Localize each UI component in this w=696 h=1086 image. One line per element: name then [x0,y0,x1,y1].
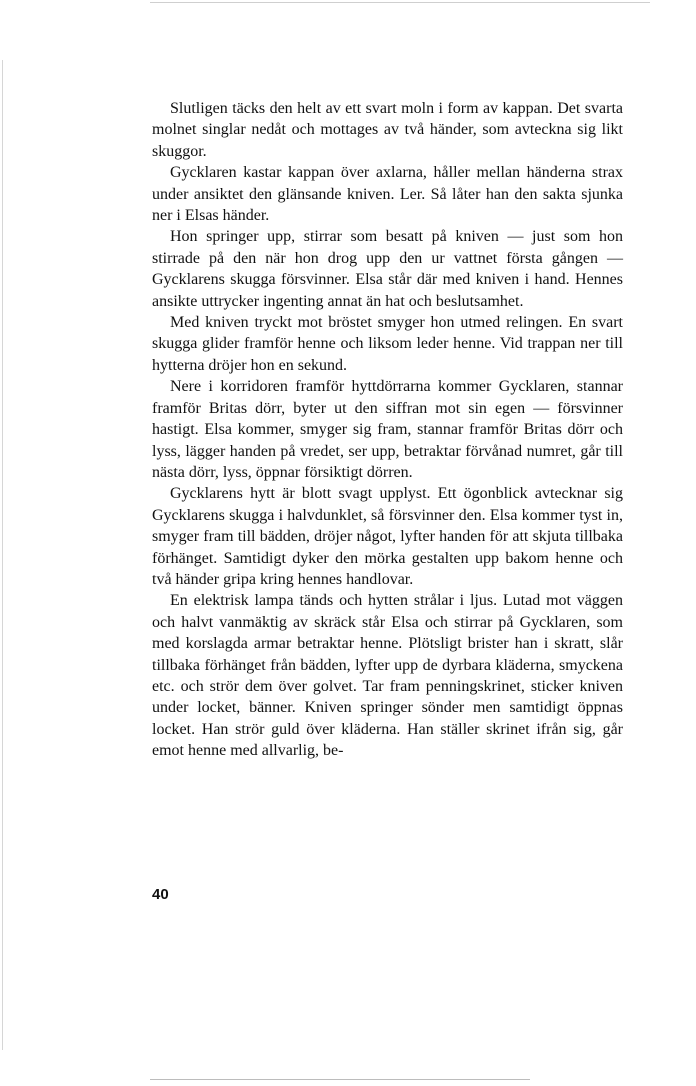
page-left-edge [2,60,3,1050]
paragraph-4: Med kniven tryckt mot bröstet smyger hon utmed relingen. En svart skugga glider framför henne och liksom leder henne. Vid trappan ner till hytterna dröjer hon en sekund. [152,314,623,374]
paragraph-3: Hon springer upp, stirrar som besatt på kniven — just som hon stirrade på den när hon drog upp den ur vattnet första gången — Gycklarens skugga försvinner. Elsa står där med kniven i hand. Hennes ansikte uttrycker ingenting annat än hat och beslutsamhet. [152,228,623,310]
page-number: 40 [152,886,169,903]
paragraph-6: Gycklarens hytt är blott svagt upplyst. Ett ögonblick avtecknar sig Gycklarens skugga i halvdunklet, så försvinner den. Elsa kommer tyst in, smyger fram till bädden, dröjer något, lyfter handen för att skjuta tillbaka förhänget. Samtidigt dyker den mörka gestalten upp bakom henne och två händer gripa kring hennes handlovar. [152,485,623,588]
paragraph-5: Nere i korridoren framför hyttdörrarna kommer Gycklaren, stannar framför Britas dörr, byter ut den siffran mot sin egen — försvinner hastigt. Elsa kommer, smyger sig fram, stannar framför Britas dörr och lyss, lägger handen på vredet, ser upp, betraktar förvånad numret, går till nästa dörr, lyss, öppnar försiktigt dörren. [152,378,623,481]
paragraph-1: Slutligen täcks den helt av ett svart moln i form av kappan. Det svarta molnet singlar nedåt och mottages av två händer, som avteckna sig likt skuggor. [152,100,623,160]
paragraph-7: En elektrisk lampa tänds och hytten strålar i ljus. Lutad mot väggen och halvt vanmäktig av skräck står Elsa och stirrar på Gycklaren, som med korslagda armar betraktar henne. Plötsligt brister han i skratt, slår tillbaka förhänget från bädden, lyfter upp de dyrbara kläderna, smyckena etc. och strör dem över golvet. Tar fram penningskrinet, sticker kniven under locket, bänner. Kniven springer sönder men samtidigt öppnas locket. Han strör guld över kläderna. Han ställer skrinet ifrån sig, går emot henne med allvarlig, be- [152,592,623,760]
body-text [152,98,623,762]
page-top-edge [150,2,650,3]
paragraph-2: Gycklaren kastar kappan över axlarna, håller mellan händerna strax under ansiktet den glänsande kniven. Ler. Så låter han den sakta sjunka ner i Elsas händer. [152,164,623,225]
page-bottom-edge [150,1079,530,1080]
